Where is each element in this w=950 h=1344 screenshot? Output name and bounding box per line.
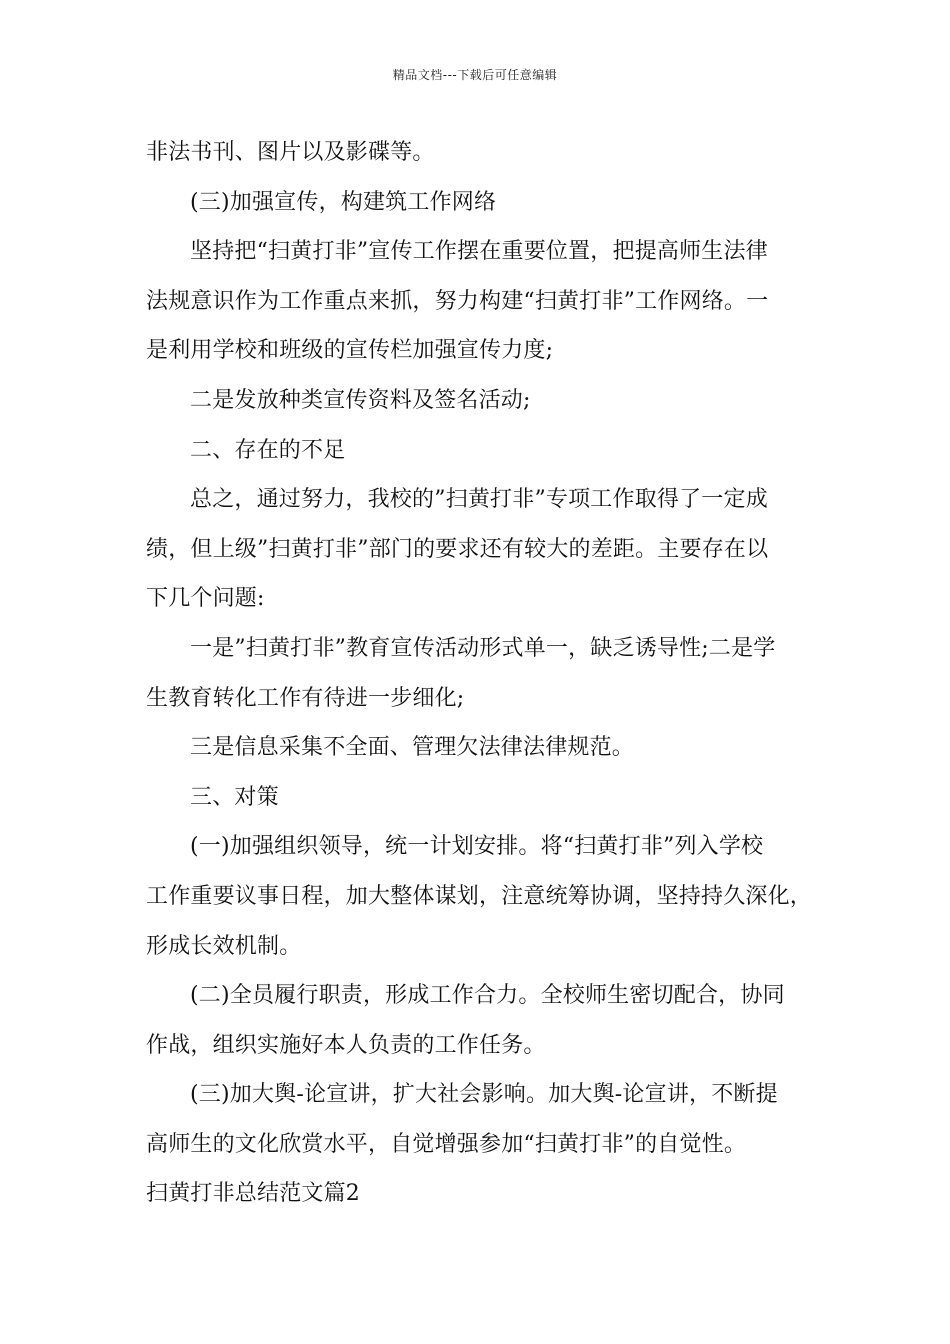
text-line: 扫黄打非总结范文篇2 — [146, 1181, 360, 1207]
text-line: 下几个问题: — [146, 586, 265, 612]
text-line: 作战，组织实施好本人负责的工作任务。 — [146, 1032, 546, 1058]
text-line: 二是发放种类宣传资料及签名活动; — [190, 387, 531, 413]
text-line: 是利用学校和班级的宣传栏加强宣传力度; — [146, 338, 554, 364]
text-line: 高师生的文化欣赏水平，自觉增强参加“扫黄打非”的自觉性。 — [146, 1131, 747, 1157]
text-line: 绩，但上级”扫黄打非”部门的要求还有较大的差距。主要存在以 — [146, 536, 769, 562]
text-line: 三是信息采集不全面、管理欠法律法律规范。 — [190, 735, 635, 761]
text-line: 二、存在的不足 — [190, 437, 346, 463]
text-line: 一是”扫黄打非”教育宣传活动形式单一，缺乏诱导性;二是学 — [190, 635, 776, 661]
text-line: 坚持把“扫黄打非”宣传工作摆在重要位置，把提高师生法律 — [190, 239, 768, 265]
document-body — [146, 128, 813, 1219]
text-line: 生教育转化工作有待进一步细化; — [146, 685, 465, 711]
text-line: 三、对策 — [190, 784, 279, 810]
text-line: 非法书刊、图片以及影碟等。 — [146, 140, 435, 165]
page-header: 精品文档---下载后可任意编辑 — [392, 68, 558, 82]
text-line: (三)加大舆-论宣讲，扩大社会影响。加大舆-论宣讲，不断提 — [190, 1082, 778, 1108]
text-line: 形成长效机制。 — [146, 933, 302, 959]
text-line: 法规意识作为工作重点来抓，努力构建“扫黄打非”工作网络。一 — [146, 288, 769, 314]
text-line: 工作重要议事日程，加大整体谋划，注意统筹协调，坚持持久深化， — [146, 883, 813, 909]
text-line: (一)加强组织领导，统一计划安排。将“扫黄打非”列入学校 — [190, 834, 764, 860]
text-line: 总之，通过努力，我校的”扫黄打非”专项工作取得了一定成 — [190, 487, 768, 513]
text-line: (二)全员履行职责，形成工作合力。全校师生密切配合，协同 — [190, 983, 785, 1009]
text-line: (三)加强宣传，构建筑工作网络 — [190, 189, 497, 215]
